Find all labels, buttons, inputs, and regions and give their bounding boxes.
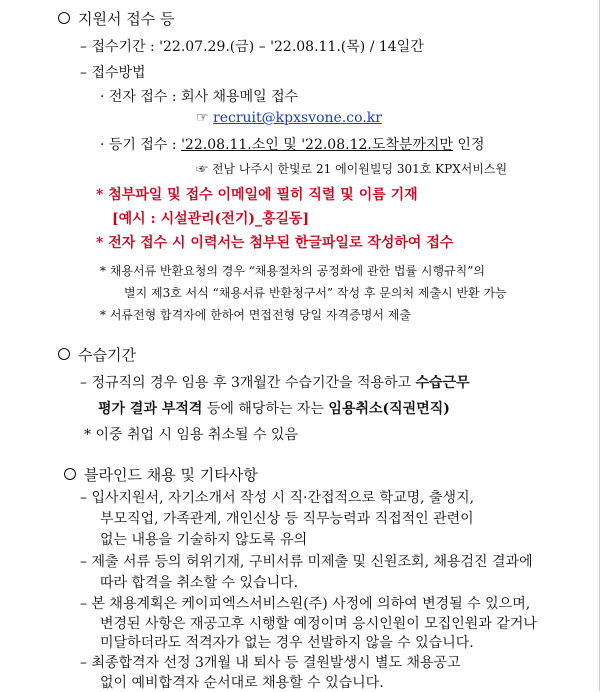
probation-line-1-bold: 수습근무 [415,375,470,391]
blind-item-4-line-1: – 최종합격자 선정 3개월 내 퇴사 등 결원발생시 별도 채용공고 [80,655,461,672]
blind-item-3-line-3: 미달하더라도 적격자가 없는 경우 선발하지 않을 수 있습니다. [100,635,474,652]
probation-line-1-text: – 정규직의 경우 임용 후 3개월간 수습기간을 적용하고 [80,375,416,391]
mail-application-suffix: 인정 [452,137,485,153]
application-period: – 접수기간 : '22.07.29.(금) – '22.08.11.(목) / 14일간 [80,39,424,55]
red-note-example: [예시 : 시설관리(전기)_홍길동] [112,211,310,227]
blind-item-3-line-1: – 본 채용계획은 케이피엑스서비스원(주) 사정에 의하여 변경될 수 있으며, [80,596,531,613]
pointing-hand-icon: ☞ [196,110,209,126]
blind-item-1-line-3: 없는 내용을 기술하지 않도록 유의 [100,532,308,549]
red-note-resume: * 전자 접수 시 이력서는 첨부된 한글파일로 작성하여 접수 [96,235,454,251]
section2-title: 수습기간 [78,346,136,364]
section2-heading [58,344,136,365]
blind-item-3-line-2: 변경된 사항은 재공고후 시행할 예정이며 응시인원이 모집인원과 같거나 [100,615,537,632]
email-application-line: · 전자 접수 : 회사 채용메일 접수 [100,89,299,105]
probation-cancellation: 임용취소(직권면직) [328,401,450,417]
section3-title: 블라인드 채용 및 기타사항 [84,466,258,484]
section3-heading [64,464,258,485]
probation-line-2-text: 등에 해당하는 자는 [202,401,329,417]
circle-bullet-icon [58,348,70,360]
probation-note: * 이중 취업 시 임용 취소될 수 있음 [84,427,298,443]
application-method-label: – 접수방법 [80,65,146,81]
blind-item-2-line-2: 따라 합격을 취소할 수 있습니다. [100,574,299,591]
probation-evaluation: 평가 결과 부적격 [98,401,203,417]
section1-heading [58,8,174,29]
red-note-attachment: * 첨부파일 및 접수 이메일에 필히 직렬 및 이름 기재 [96,187,418,203]
mail-application-prefix: · 등기 접수 : [100,137,182,153]
note-certificate: * 서류전형 합격자에 한하여 면접전형 당일 자격증명서 제출 [100,308,411,322]
blind-item-1-line-1: – 입사지원서, 자기소개서 작성 시 직·간접적으로 학교명, 출생지, [80,489,475,506]
section1-title: 지원서 접수 등 [78,10,175,28]
email-line [196,110,382,126]
recruit-email-link[interactable]: recruit@kpxsvone.co.kr [213,110,382,126]
probation-line-2 [98,398,450,418]
circle-bullet-icon [58,12,70,24]
probation-line-1 [80,372,470,392]
blind-item-4-line-2: 없이 예비합격자 순서대로 채용할 수 있습니다. [100,674,384,691]
circle-bullet-icon [64,468,76,480]
note-document-return-2: 별지 제3호 서식 “채용서류 반환청구서” 작성 후 문의처 제출시 반환 가능 [124,286,507,300]
mail-application-line [100,134,484,154]
mail-address: ☞ 전남 나주시 한빛로 21 에이원빌딩 301호 KPX서비스원 [196,162,508,176]
note-document-return-1: * 채용서류 반환요청의 경우 “채용절차의 공정화에 관한 법률 시행규칙”의 [100,264,485,278]
mail-deadline: '22.08.11.소인 및 '22.08.12.도착분까지만 [181,137,453,153]
blind-item-2-line-1: – 제출 서류 등의 허위기재, 구비서류 미제출 및 신원조회, 채용검진 결과에 [80,553,533,570]
blind-item-1-line-2: 부모직업, 가족관계, 개인신상 등 직무능력과 직접적인 관련이 [100,511,474,528]
